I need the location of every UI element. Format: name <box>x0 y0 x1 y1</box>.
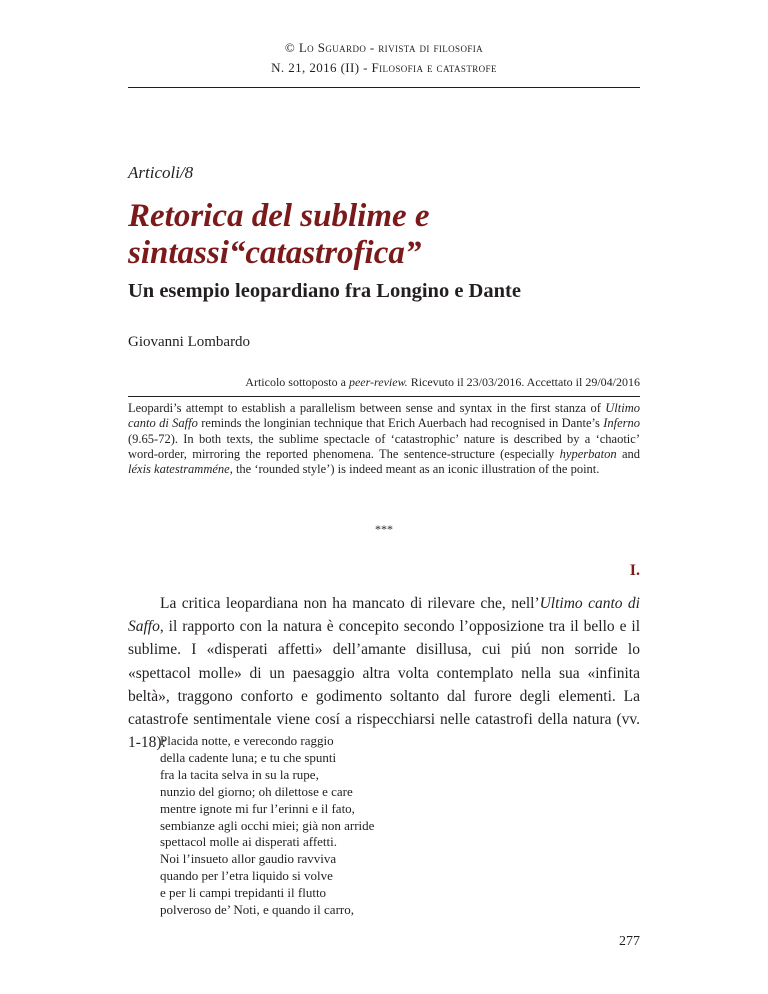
running-header-issue: N. 21, 2016 (II) - Filosofia e catastrofe <box>271 60 497 75</box>
poem-line: della cadente luna; e tu che spunti <box>160 749 337 765</box>
title-line-1: Retorica del sublime e <box>128 198 430 234</box>
section-separator: *** <box>375 522 393 536</box>
abstract-text: (9.65-72). In both texts, the sublime spectacle of ‘catastrophic’ nature is described by a ‘chaotic’ word-order, mirroring the reported phenomena. The sentence-structure (especially <box>128 431 640 461</box>
abstract-text: , the ‘rounded style’) is indeed meant as an iconic illustration of the point. <box>229 462 600 477</box>
running-header-journal: © Lo Sguardo - rivista di filosofia <box>284 40 484 55</box>
poem-line: mentre ignote mi fur l’erinni e il fato, <box>160 800 355 816</box>
abstract-term: hyperbaton <box>559 446 617 461</box>
abstract-work-title: Ultimo canto di Saffo <box>128 401 640 431</box>
article-subtitle: Un esempio leopardiano fra Longino e Dante <box>128 280 521 302</box>
poem-line: Noi l’insueto allor gaudio ravviva <box>160 851 337 867</box>
abstract-text: Leopardi’s attempt to establish a parallelism between sense and syntax in the first stanza of <box>128 401 606 415</box>
header-rule <box>128 87 640 88</box>
section-number: I. <box>629 562 640 579</box>
review-peer: peer-review. <box>348 375 408 389</box>
poem-line: quando per l’etra liquido si volve <box>160 868 333 884</box>
poem-line: polveroso de’ Noti, e quando il carro, <box>160 902 354 918</box>
body-text: , il rapporto con la natura è concepito secondo l’opposizione tra il bello e il sublime. I «disperati affetti» dell’amante disillusa, cui piú non sorride lo «spettacol molle» di un paesaggio altra volta contemplato nella sua «infinita beltà», traggono conforto e godimento soltanto dal furore degli elementi. La catastrofe sentimentale viene cosí a rispecchiarsi nelle catastrofi della natura (vv. 1-18): <box>128 618 640 752</box>
abstract-text: and <box>616 446 640 461</box>
review-prefix: Articolo sottoposto a <box>245 375 349 389</box>
review-dates: Ricevuto il 23/03/2016. Accettato il 29/04/2016 <box>407 375 640 389</box>
body-work-title: Ultimo canto di Saffo <box>128 595 640 636</box>
body-paragraph <box>128 592 640 754</box>
body-text: La critica leopardiana non ha mancato di rilevare che, nell’ <box>160 595 540 612</box>
article-title <box>128 198 648 272</box>
abstract-rule <box>128 396 640 397</box>
poem-line: fra la tacita selva in su la rupe, <box>160 766 319 782</box>
poem-quotation <box>160 733 374 919</box>
abstract-work-title: Inferno <box>603 416 640 431</box>
poem-line: nunzio del giorno; oh dilettose e care <box>160 783 353 799</box>
review-note <box>128 375 640 390</box>
abstract-term: léxis katestramméne <box>128 462 230 477</box>
poem-line: sembianze agli occhi miei; già non arride <box>160 817 375 833</box>
abstract-text: reminds the longinian technique that Erich Auerbach had recognised in Dante’s <box>197 416 604 431</box>
author-name: Giovanni Lombardo <box>128 334 251 350</box>
title-line-2: sintassi“catastrofica” <box>128 235 422 271</box>
section-label: Articoli/8 <box>128 163 194 182</box>
abstract <box>128 401 640 477</box>
page-number: 277 <box>619 934 640 949</box>
poem-line: e per li campi trepidanti il flutto <box>160 885 327 901</box>
poem-line: Placida notte, e verecondo raggio <box>160 733 334 748</box>
poem-line: spettacol molle ai disperati affetti. <box>160 834 338 850</box>
